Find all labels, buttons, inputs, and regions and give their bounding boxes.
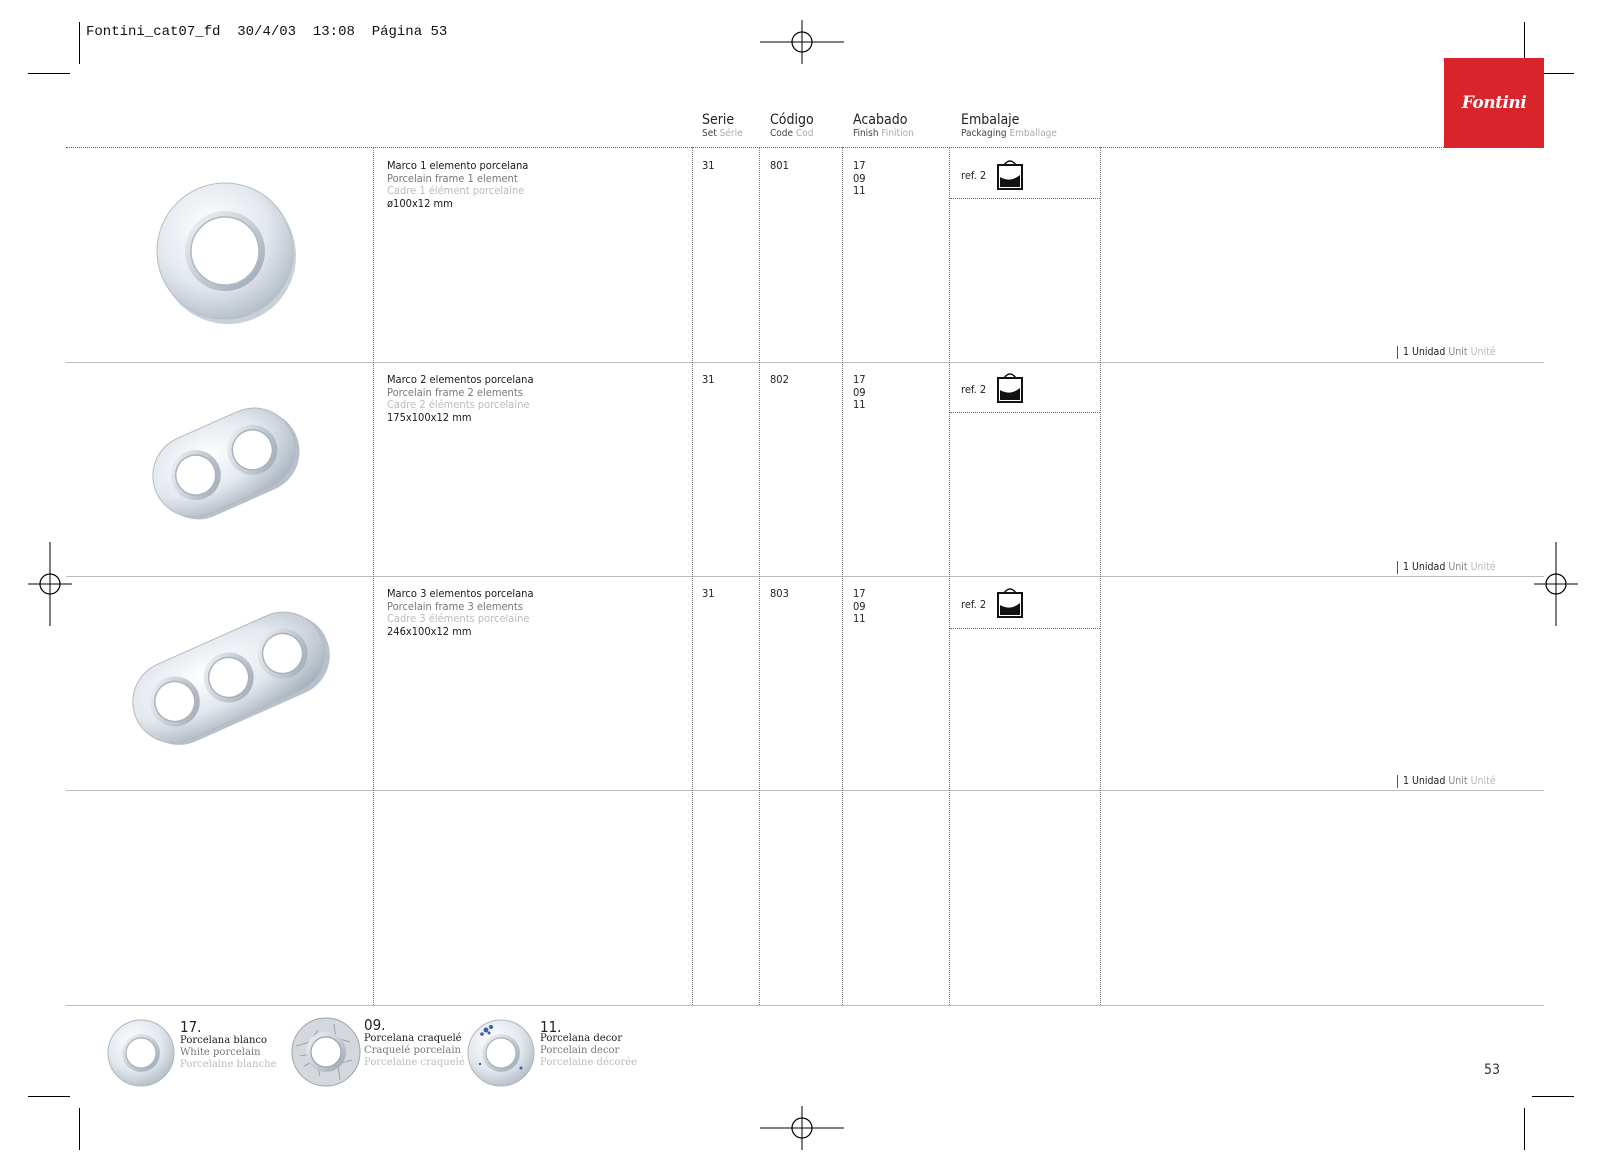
craquele-porcelain-ring-icon: [290, 1016, 362, 1088]
finish-code: 11: [853, 612, 866, 625]
finish-name-es: Porcelana blanco: [180, 1035, 268, 1046]
finish-name-es: Porcelana craquelé: [364, 1033, 462, 1044]
code-value: 803: [770, 587, 789, 600]
unit-en: Unit: [1448, 561, 1468, 573]
finish-code: 17: [853, 373, 866, 386]
crop-mark: [79, 1108, 80, 1150]
finish-name-es: Porcelana decor: [540, 1033, 623, 1044]
unit-fr: Unité: [1470, 346, 1496, 358]
header-codigo-en: Code: [770, 128, 794, 139]
code-value: 801: [770, 159, 789, 172]
finish-name-fr: Porcelaine blanche: [180, 1059, 277, 1070]
header-serie-fr: Série: [719, 128, 743, 139]
finish-name-en: White porcelain: [180, 1047, 261, 1058]
frame-1-element-image: [150, 176, 300, 326]
column-rule: [842, 147, 843, 1005]
finish-code-label: 09.: [364, 1016, 386, 1034]
unit-es: 1 Unidad: [1403, 561, 1446, 573]
product-description: [387, 160, 528, 210]
finish-description: [180, 1035, 277, 1071]
column-rule: [373, 147, 374, 1005]
finish-code: 09: [853, 385, 866, 399]
unit-es: 1 Unidad: [1403, 775, 1446, 787]
column-rule: [1100, 147, 1101, 1005]
finish-code: 09: [853, 171, 866, 185]
product-description: [387, 374, 534, 424]
crop-mark: [28, 1096, 70, 1097]
code-value: 802: [770, 373, 789, 386]
crop-mark: [1532, 1096, 1574, 1097]
header-acabado-title: Acabado: [853, 112, 908, 128]
row-divider: [66, 362, 1544, 363]
header-codigo-title: Código: [770, 112, 814, 128]
product-name-fr: Cadre 2 éléments porcelaine: [387, 398, 530, 411]
finish-name-en: Porcelain decor: [540, 1045, 620, 1056]
column-rule: [759, 147, 760, 1005]
finish-description: [364, 1033, 465, 1069]
header-embalaje-en: Packaging: [961, 128, 1007, 139]
product-name-fr: Cadre 3 éléments porcelaine: [387, 612, 530, 625]
finish-name-fr: Porcelaine décorée: [540, 1057, 638, 1068]
packaging-rule: [950, 198, 1100, 199]
finish-code: 17: [853, 159, 866, 172]
product-name-en: Porcelain frame 1 element: [387, 171, 518, 185]
finish-values: [853, 588, 866, 626]
frame-3-elements-image: [120, 598, 340, 758]
header-serie-title: Serie: [702, 112, 735, 128]
registration-mark-top: [760, 20, 844, 64]
slug-file: Fontini_cat07_fd: [86, 24, 221, 40]
finish-values: [853, 160, 866, 198]
header-rule: [66, 147, 1444, 148]
frame-2-elements-image: [146, 398, 310, 530]
product-name-es: Marco 1 elemento porcelana: [387, 159, 529, 172]
header-acabado-en: Finish: [853, 128, 879, 139]
packaging-ref: ref. 2: [961, 598, 987, 611]
registration-mark-left: [28, 542, 72, 626]
unit-en: Unit: [1448, 775, 1468, 787]
header-acabado: [853, 112, 914, 139]
header-acabado-fr: Finition: [881, 128, 914, 139]
header-codigo-fr: Cod: [795, 128, 814, 139]
decor-porcelain-ring-icon: [466, 1018, 536, 1088]
header-embalaje: [961, 112, 1057, 139]
slug-page: Página 53: [371, 24, 448, 40]
bag-icon: [996, 157, 1024, 191]
finish-code: 17: [853, 587, 866, 600]
header-serie: [702, 112, 743, 139]
slug-date: 30/4/03: [237, 24, 297, 40]
row-divider: [66, 1005, 1544, 1006]
product-name-es: Marco 3 elementos porcelana: [387, 587, 534, 600]
slug-line: [86, 24, 447, 40]
bag-icon: [996, 585, 1024, 619]
row-divider: [66, 790, 1544, 791]
finish-code-label: 17.: [180, 1018, 202, 1036]
finish-code: 11: [853, 398, 866, 411]
serie-value: 31: [702, 373, 715, 386]
finish-code: 09: [853, 599, 866, 613]
unit-es: 1 Unidad: [1403, 346, 1446, 358]
crop-mark: [1524, 1108, 1525, 1150]
header-codigo: [770, 112, 814, 139]
bag-icon: [996, 370, 1024, 404]
finish-code-label: 11.: [540, 1018, 562, 1036]
white-porcelain-ring-icon: [106, 1018, 176, 1088]
unit-label: [1397, 346, 1496, 359]
serie-value: 31: [702, 587, 715, 600]
page-number: 53: [1484, 1062, 1501, 1078]
product-name-fr: Cadre 1 élément porcelaine: [387, 184, 525, 197]
product-description: [387, 588, 534, 638]
column-rule: [949, 147, 950, 1005]
unit-en: Unit: [1448, 346, 1468, 358]
finish-name-fr: Porcelaine craquelé: [364, 1057, 465, 1068]
finish-values: [853, 374, 866, 412]
product-size: 175x100x12 mm: [387, 410, 472, 424]
packaging-ref: ref. 2: [961, 169, 987, 182]
product-name-es: Marco 2 elementos porcelana: [387, 373, 534, 386]
unit-fr: Unité: [1470, 775, 1496, 787]
slug-time: 13:08: [312, 24, 355, 40]
unit-label: [1397, 561, 1496, 574]
header-embalaje-title: Embalaje: [961, 112, 1020, 128]
finish-description: [540, 1033, 637, 1069]
packaging-rule: [950, 412, 1100, 413]
row-divider: [66, 576, 1544, 577]
product-size: ø100x12 mm: [387, 196, 453, 210]
product-size: 246x100x12 mm: [387, 624, 472, 638]
serie-value: 31: [702, 159, 715, 172]
column-rule: [692, 147, 693, 1005]
registration-mark-right: [1534, 542, 1578, 626]
header-embalaje-fr: Emballage: [1009, 128, 1057, 139]
crop-mark: [79, 22, 80, 64]
unit-fr: Unité: [1470, 561, 1496, 573]
packaging-ref: ref. 2: [961, 383, 987, 396]
unit-label: [1397, 775, 1496, 788]
finish-name-en: Craquelé porcelain: [364, 1045, 461, 1056]
crop-mark: [28, 73, 70, 74]
packaging-rule: [950, 628, 1100, 629]
finish-code: 11: [853, 184, 866, 197]
fontini-logo: Fontini: [1444, 58, 1544, 148]
product-name-en: Porcelain frame 3 elements: [387, 599, 523, 613]
registration-mark-bottom: [760, 1106, 844, 1150]
header-serie-en: Set: [702, 128, 717, 139]
product-name-en: Porcelain frame 2 elements: [387, 385, 523, 399]
